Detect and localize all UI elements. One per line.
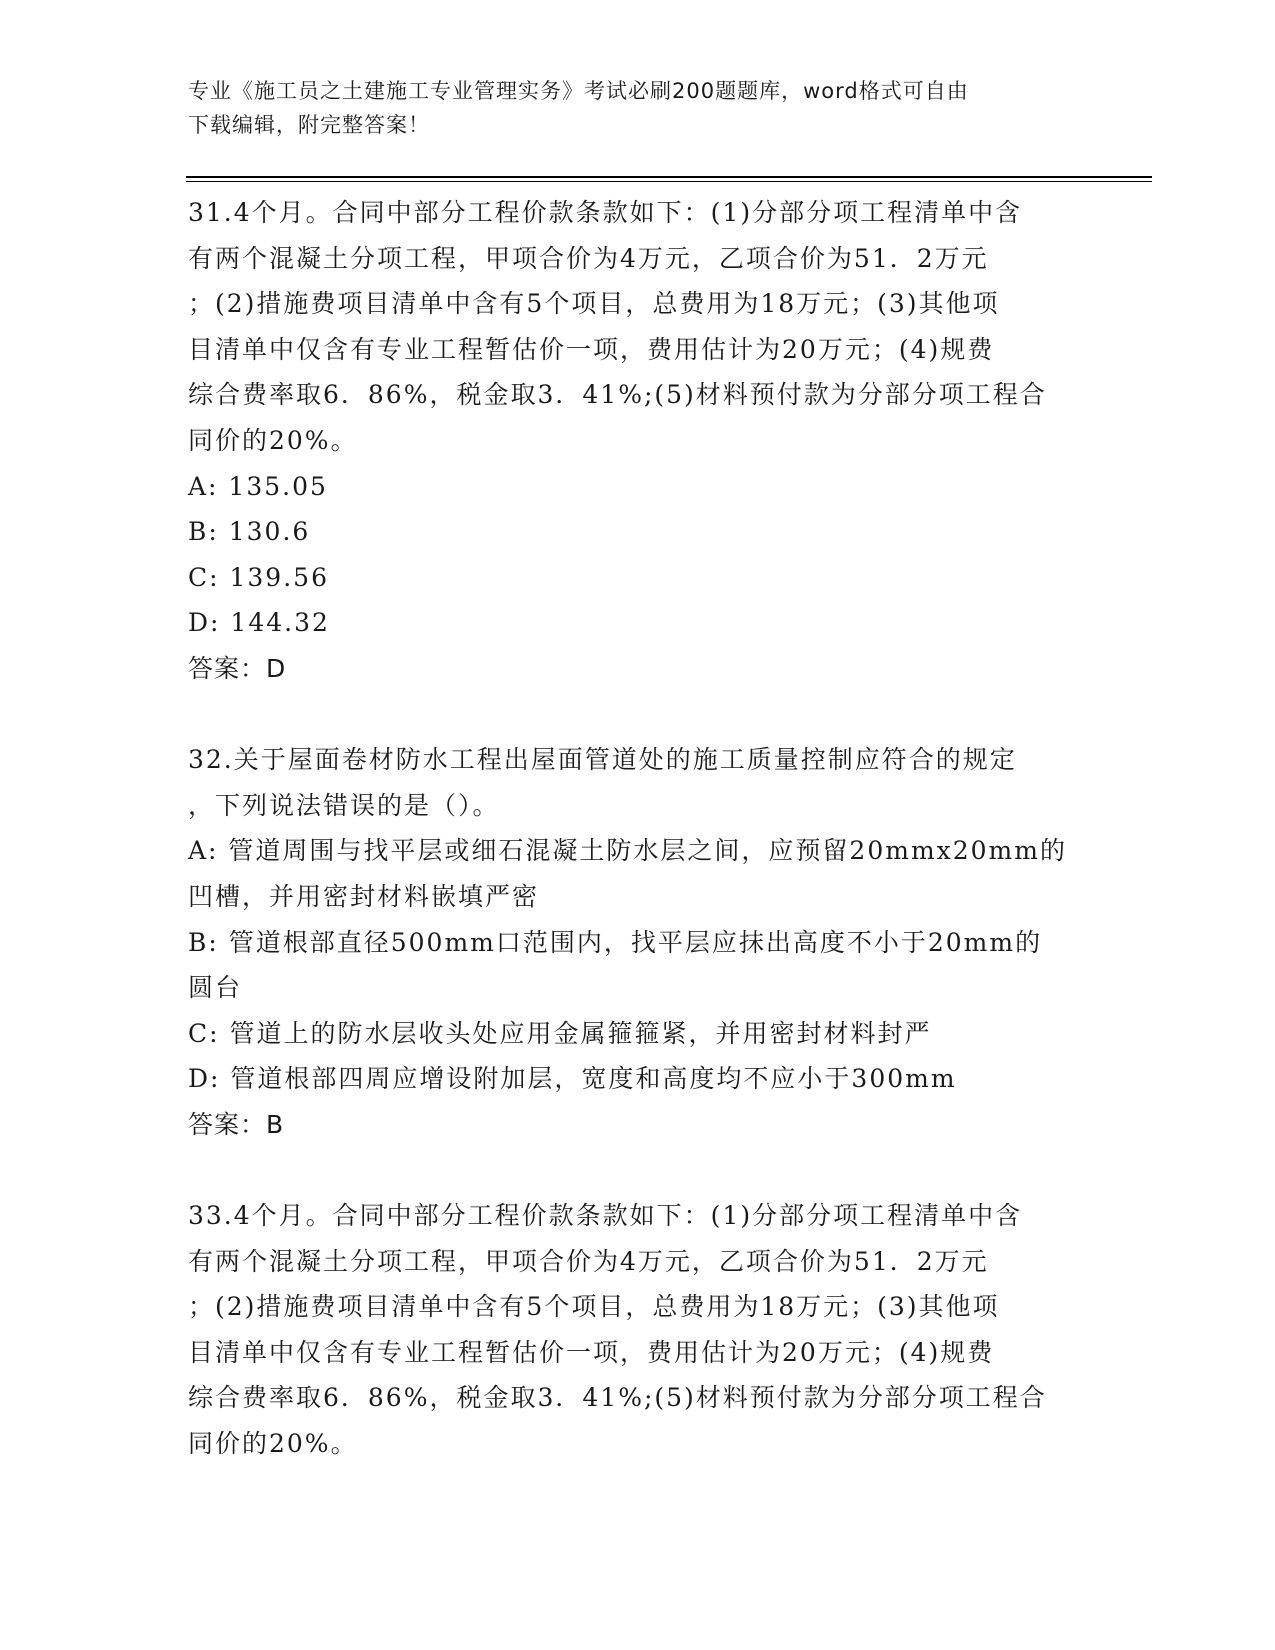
question-text-line: 目清单中仅含有专业工程暂估价一项，费用估计为20万元；(4)规费 <box>188 334 995 364</box>
spacer <box>188 1147 1088 1193</box>
answer-text: 答案：B <box>188 1109 285 1139</box>
header-line: 专业《施工员之土建施工专业管理实务》考试必刷200题题库，word格式可自由 <box>188 79 969 103</box>
question-text-line: 有两个混凝土分项工程，甲项合价为4万元，乙项合价为51．2万元 <box>188 243 989 273</box>
question-text-line: 目清单中仅含有专业工程暂估价一项，费用估计为20万元；(4)规费 <box>188 1337 995 1367</box>
page-header <box>188 74 1068 142</box>
spacer <box>188 692 1088 738</box>
question-text-line: 综合费率取6．86%，税金取3．41%;(5)材料预付款为分部分项工程合 <box>188 1383 1047 1413</box>
option-b-continued: 圆台 <box>188 973 243 1003</box>
question-text-line: 同价的20%。 <box>188 1429 358 1459</box>
option-a: A: 135.05 <box>188 471 328 501</box>
question-text-line: 综合费率取6．86%，税金取3．41%;(5)材料预付款为分部分项工程合 <box>188 380 1047 410</box>
question-text-line: ，下列说法错误的是（）。 <box>188 790 500 820</box>
option-b: B: 管道根部直径500mm口范围内，找平层应抹出高度不小于20mm的 <box>188 927 1043 957</box>
question-text-line: 有两个混凝土分项工程，甲项合价为4万元，乙项合价为51．2万元 <box>188 1246 989 1276</box>
question-33 <box>188 1193 1088 1467</box>
question-text-line: 31.4个月。合同中部分工程价款条款如下：(1)分部分项工程清单中含 <box>188 198 1023 227</box>
option-a-continued: 凹槽，并用密封材料嵌填严密 <box>188 881 540 911</box>
document-body <box>188 190 1088 1467</box>
answer-text: 答案：D <box>188 653 287 683</box>
question-31 <box>188 190 1088 692</box>
question-text-line: 同价的20%。 <box>188 425 358 455</box>
question-text-line: 33.4个月。合同中部分工程价款条款如下：(1)分部分项工程清单中含 <box>188 1201 1023 1231</box>
option-d: D: 管道根部四周应增设附加层，宽度和高度均不应小于300mm <box>188 1064 957 1094</box>
option-c: C: 139.56 <box>188 562 329 592</box>
option-c: C: 管道上的防水层收头处应用金属箍箍紧，并用密封材料封严 <box>188 1018 932 1048</box>
option-a: A: 管道周围与找平层或细石混凝土防水层之间，应预留20mmx20mm的 <box>188 836 1067 866</box>
question-text-line: 32.关于屋面卷材防水工程出屋面管道处的施工质量控制应符合的规定 <box>188 745 1017 775</box>
question-32 <box>188 737 1088 1147</box>
question-text-line: ；(2)措施费项目清单中含有5个项目，总费用为18万元；(3)其他项 <box>188 289 1000 319</box>
header-line: 下载编辑，附完整答案！ <box>188 113 430 137</box>
question-text-line: ；(2)措施费项目清单中含有5个项目，总费用为18万元；(3)其他项 <box>188 1292 1000 1322</box>
header-rule-thick <box>186 176 1152 178</box>
header-rule-thin <box>186 181 1152 182</box>
option-d: D: 144.32 <box>188 608 330 638</box>
option-b: B: 130.6 <box>188 517 311 547</box>
